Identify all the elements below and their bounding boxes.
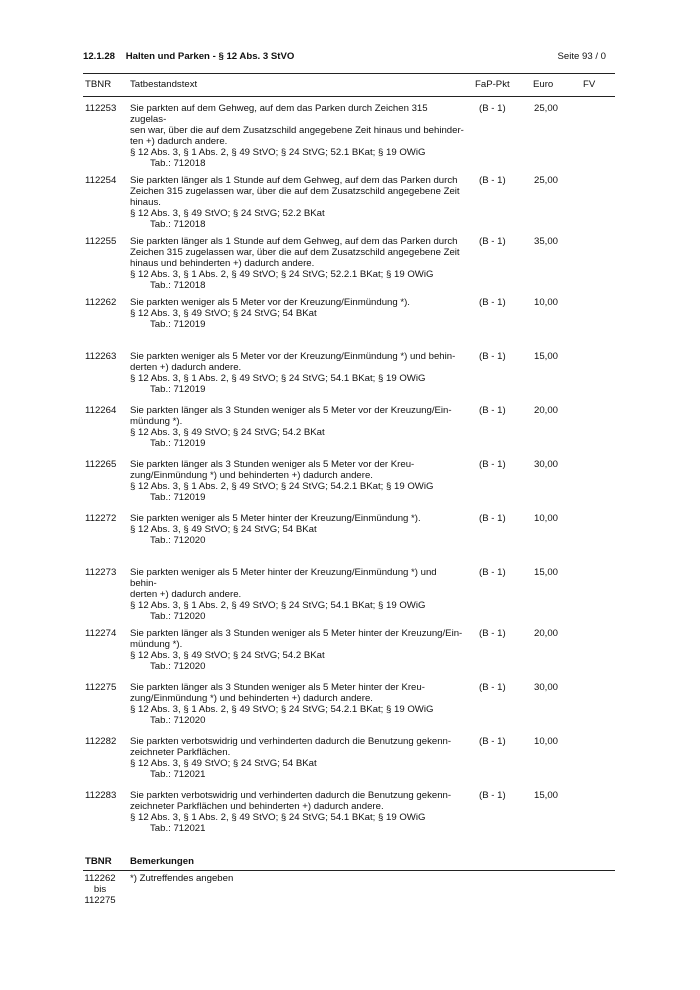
row-tbnr: 112262 — [85, 297, 117, 308]
row-euro: 20,00 — [534, 405, 559, 416]
row-tab-ref: Tab.: 712019 — [150, 319, 206, 330]
row-tbnr: 112265 — [85, 459, 117, 470]
row-euro: 20,00 — [534, 628, 559, 639]
row-text-line: § 12 Abs. 3, § 1 Abs. 2, § 49 StVO; § 24 StVG; 54.2.1 BKat; § 19 OWiG — [130, 481, 434, 492]
row-text-line: derten +) dadurch andere. — [130, 589, 242, 600]
row-text-line: Zeichen 315 zugelassen war, über die auf dem Zusatzschild angegebene Zeit — [130, 247, 460, 258]
row-tab-ref: Tab.: 712020 — [150, 661, 206, 672]
row-fap-points: (B - 1) — [479, 790, 506, 801]
row-text — [130, 513, 464, 546]
row-tab-ref: Tab.: 712018 — [150, 219, 206, 230]
table-row — [83, 736, 615, 784]
row-text — [130, 682, 464, 726]
row-tbnr: 112282 — [85, 736, 117, 747]
row-text-line: § 12 Abs. 3, § 49 StVO; § 24 StVG; 54 BKat — [130, 524, 317, 535]
offence-table-body — [83, 103, 615, 838]
row-text — [130, 297, 464, 330]
remark-tbnr-line: 112262 — [84, 873, 116, 884]
row-tbnr: 112264 — [85, 405, 117, 416]
section-heading — [83, 50, 294, 64]
row-fap-points: (B - 1) — [479, 513, 506, 524]
remark-text: *) Zutreffendes angeben — [130, 873, 234, 884]
column-fv: FV — [583, 79, 596, 90]
row-tab-ref: Tab.: 712018 — [150, 280, 206, 291]
remark-row — [83, 873, 615, 906]
row-text-line: § 12 Abs. 3, § 1 Abs. 2, § 49 StVO; § 24 StVG; 52.2.1 BKat; § 19 OWiG — [130, 269, 434, 280]
row-fap-points: (B - 1) — [479, 567, 506, 578]
table-row — [83, 103, 615, 169]
row-text-line: § 12 Abs. 3, § 49 StVO; § 24 StVG; 54.2 BKat — [130, 427, 325, 438]
row-euro: 25,00 — [534, 103, 559, 114]
remarks-body — [83, 873, 615, 906]
row-text — [130, 628, 464, 672]
row-text — [130, 790, 464, 834]
row-text-line: Sie parkten länger als 1 Stunde auf dem Gehweg, auf dem das Parken durch — [130, 175, 458, 186]
row-text-line: Sie parkten verbotswidrig und verhinderten dadurch die Benutzung gekenn- — [130, 736, 452, 747]
row-euro: 15,00 — [534, 351, 559, 362]
row-text-line: § 12 Abs. 3, § 49 StVO; § 24 StVG; 54.2 BKat — [130, 650, 325, 661]
remarks-title: Bemerkungen — [130, 856, 194, 867]
row-tbnr: 112274 — [85, 628, 117, 639]
row-text-line: Zeichen 315 zugelassen war, über die auf dem Zusatzschild angegebene Zeit — [130, 186, 460, 197]
row-text-line: Sie parkten weniger als 5 Meter hinter der Kreuzung/Einmündung *) und behin- — [130, 567, 437, 589]
row-fap-points: (B - 1) — [479, 405, 506, 416]
row-tbnr: 112255 — [85, 236, 117, 247]
row-text — [130, 351, 464, 395]
table-row — [83, 405, 615, 453]
row-text-line: zung/Einmündung *) und behinderten +) dadurch andere. — [130, 470, 373, 481]
row-text-line: Sie parkten länger als 3 Stunden weniger als 5 Meter hinter der Kreuzung/Ein- — [130, 628, 463, 639]
row-tbnr: 112283 — [85, 790, 117, 801]
row-fap-points: (B - 1) — [479, 297, 506, 308]
table-header — [83, 73, 615, 97]
row-text — [130, 405, 464, 449]
row-text-line: Sie parkten verbotswidrig und verhinderten dadurch die Benutzung gekenn- — [130, 790, 452, 801]
row-fap-points: (B - 1) — [479, 351, 506, 362]
section-number: 12.1.28 — [83, 51, 116, 62]
table-row — [83, 236, 615, 291]
row-text — [130, 175, 464, 230]
row-text-line: mündung *). — [130, 639, 183, 650]
row-fap-points: (B - 1) — [479, 459, 506, 470]
row-text-line: Sie parkten auf dem Gehweg, auf dem das Parken durch Zeichen 315 zugelas- — [130, 103, 428, 125]
row-text-line: § 12 Abs. 3, § 1 Abs. 2, § 49 StVO; § 24 StVG; 52.1 BKat; § 19 OWiG — [130, 147, 426, 158]
row-tab-ref: Tab.: 712020 — [150, 611, 206, 622]
row-text-line: derten +) dadurch andere. — [130, 362, 242, 373]
page-number: Seite 93 / 0 — [557, 51, 606, 62]
row-euro: 10,00 — [534, 736, 559, 747]
row-text — [130, 459, 464, 503]
remark-tbnr-line: bis — [93, 884, 107, 895]
remark-tbnr-line: 112275 — [84, 895, 116, 906]
row-fap-points: (B - 1) — [479, 236, 506, 247]
row-tab-ref: Tab.: 712020 — [150, 535, 206, 546]
row-text — [130, 236, 464, 291]
row-text-line: Sie parkten länger als 3 Stunden weniger als 5 Meter hinter der Kreu- — [130, 682, 425, 693]
row-text-line: mündung *). — [130, 416, 183, 427]
row-tab-ref: Tab.: 712021 — [150, 769, 206, 780]
row-tbnr: 112273 — [85, 567, 117, 578]
document-page — [83, 50, 615, 906]
row-tbnr: 112272 — [85, 513, 117, 524]
row-text-line: § 12 Abs. 3, § 1 Abs. 2, § 49 StVO; § 24 StVG; 54.2.1 BKat; § 19 OWiG — [130, 704, 434, 715]
row-text-line: Sie parkten länger als 1 Stunde auf dem Gehweg, auf dem das Parken durch — [130, 236, 458, 247]
remarks-header — [83, 856, 615, 871]
table-row — [83, 351, 615, 399]
row-tbnr: 112254 — [85, 175, 117, 186]
page-header — [83, 50, 615, 64]
row-euro: 30,00 — [534, 459, 559, 470]
row-text-line: zeichneter Parkflächen und behinderten +) dadurch andere. — [130, 801, 384, 812]
row-euro: 30,00 — [534, 682, 559, 693]
row-text-line: § 12 Abs. 3, § 1 Abs. 2, § 49 StVO; § 24 StVG; 54.1 BKat; § 19 OWiG — [130, 373, 426, 384]
row-tab-ref: Tab.: 712018 — [150, 158, 206, 169]
row-tab-ref: Tab.: 712019 — [150, 384, 206, 395]
row-euro: 15,00 — [534, 567, 559, 578]
row-fap-points: (B - 1) — [479, 736, 506, 747]
row-euro: 15,00 — [534, 790, 559, 801]
table-row — [83, 682, 615, 730]
row-fap-points: (B - 1) — [479, 682, 506, 693]
row-text-line: hinaus und behinderten +) dadurch andere. — [130, 258, 315, 269]
row-text-line: § 12 Abs. 3, § 49 StVO; § 24 StVG; 54 BKat — [130, 308, 317, 319]
row-text-line: Sie parkten weniger als 5 Meter vor der Kreuzung/Einmündung *). — [130, 297, 410, 308]
row-tab-ref: Tab.: 712021 — [150, 823, 206, 834]
table-row — [83, 567, 615, 622]
row-text-line: § 12 Abs. 3, § 49 StVO; § 24 StVG; 52.2 BKat — [130, 208, 325, 219]
table-row — [83, 513, 615, 561]
remarks-tbnr-label: TBNR — [85, 856, 112, 867]
row-tbnr: 112253 — [85, 103, 117, 114]
row-tbnr: 112275 — [85, 682, 117, 693]
row-text-line: zeichneter Parkflächen. — [130, 747, 231, 758]
table-row — [83, 790, 615, 838]
remark-tbnr-range — [83, 873, 117, 906]
table-row — [83, 628, 615, 676]
row-text-line: Sie parkten länger als 3 Stunden weniger als 5 Meter vor der Kreuzung/Ein- — [130, 405, 452, 416]
row-fap-points: (B - 1) — [479, 628, 506, 639]
row-text — [130, 567, 464, 622]
section-title: Halten und Parken - § 12 Abs. 3 StVO — [125, 51, 295, 62]
table-row — [83, 459, 615, 507]
row-fap-points: (B - 1) — [479, 103, 506, 114]
row-tab-ref: Tab.: 712020 — [150, 715, 206, 726]
row-text-line: § 12 Abs. 3, § 49 StVO; § 24 StVG; 54 BKat — [130, 758, 317, 769]
row-text-line: hinaus. — [130, 197, 161, 208]
row-text-line: zung/Einmündung *) und behinderten +) dadurch andere. — [130, 693, 373, 704]
row-text-line: Sie parkten länger als 3 Stunden weniger als 5 Meter vor der Kreu- — [130, 459, 415, 470]
row-tbnr: 112263 — [85, 351, 117, 362]
row-euro: 25,00 — [534, 175, 559, 186]
column-euro: Euro — [533, 79, 554, 90]
row-text-line: Sie parkten weniger als 5 Meter hinter der Kreuzung/Einmündung *). — [130, 513, 421, 524]
column-text: Tatbestandstext — [130, 79, 198, 90]
column-fap: FaP-Pkt — [475, 79, 510, 90]
row-text-line: Sie parkten weniger als 5 Meter vor der Kreuzung/Einmündung *) und behin- — [130, 351, 456, 362]
row-euro: 10,00 — [534, 297, 559, 308]
row-tab-ref: Tab.: 712019 — [150, 438, 206, 449]
table-row — [83, 297, 615, 345]
row-tab-ref: Tab.: 712019 — [150, 492, 206, 503]
table-row — [83, 175, 615, 230]
row-text — [130, 103, 464, 169]
row-fap-points: (B - 1) — [479, 175, 506, 186]
row-text-line: ten +) dadurch andere. — [130, 136, 228, 147]
row-euro: 35,00 — [534, 236, 559, 247]
row-text-line: § 12 Abs. 3, § 1 Abs. 2, § 49 StVO; § 24 StVG; 54.1 BKat; § 19 OWiG — [130, 600, 426, 611]
row-text-line: sen war, über die auf dem Zusatzschild angegebene Zeit hinaus und behinder- — [130, 125, 464, 136]
column-tbnr: TBNR — [85, 79, 112, 90]
row-text — [130, 736, 464, 780]
row-euro: 10,00 — [534, 513, 559, 524]
row-text-line: § 12 Abs. 3, § 1 Abs. 2, § 49 StVO; § 24 StVG; 54.1 BKat; § 19 OWiG — [130, 812, 426, 823]
